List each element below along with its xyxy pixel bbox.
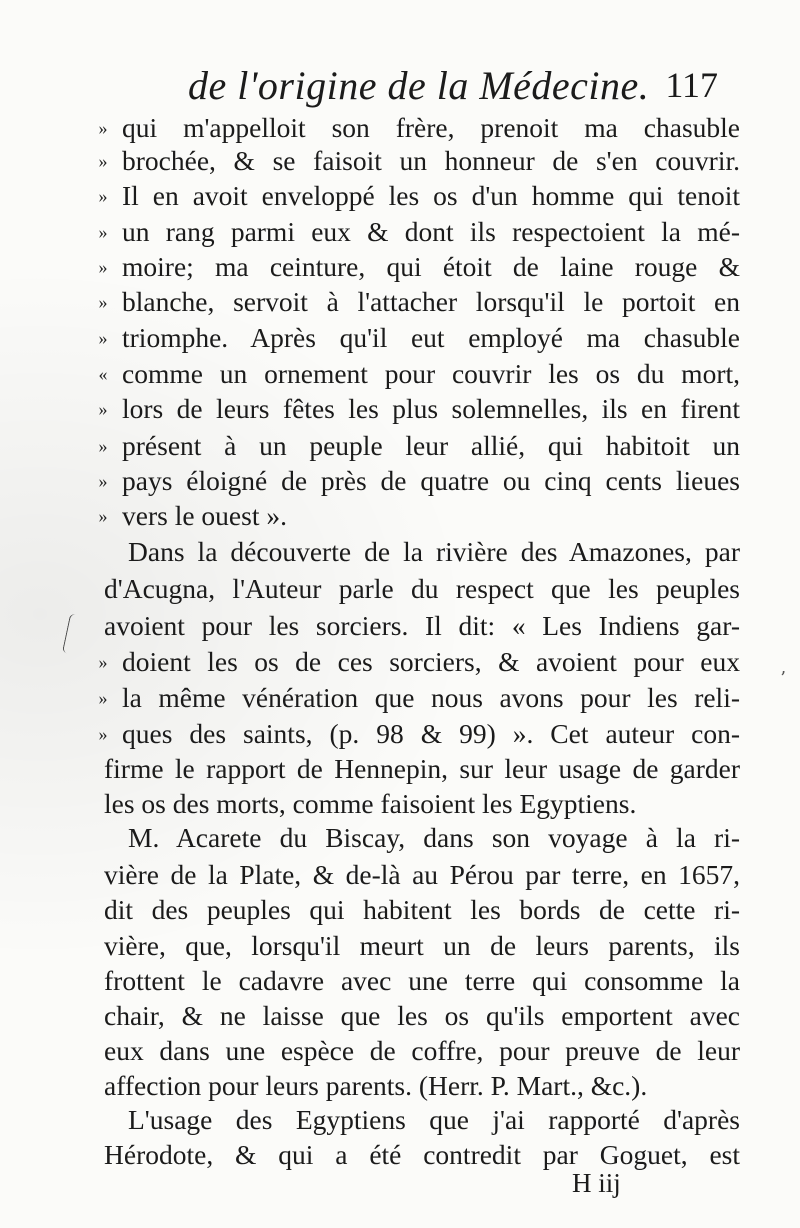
quote-mark: » [98,471,108,491]
text-line [0,646,800,682]
text-line [0,753,800,789]
line-text: affection pour leurs parents. (Herr. P. Mart., &c.). [104,1070,648,1101]
line-text: avoient pour les sorciers. Il dit: « Les Indiens gar- [104,610,740,641]
text-line [0,682,800,718]
signature-mark: H iij [572,1168,621,1198]
page-header [188,62,718,112]
quote-mark: » [98,652,108,672]
text-line [0,322,800,358]
line-text: d'Acugna, l'Auteur parle du respect que les peuples [104,573,740,604]
quote-mark: » [98,328,108,348]
quote-mark: » [98,257,108,277]
line-text: vière de la Plate, & de-là au Pérou par terre, en 1657, [104,859,740,890]
text-line [0,393,800,429]
line-text: frottent le cadavre avec une terre qui consomme la [104,965,740,996]
line-text: L'usage des Egyptiens que j'ai rapporté d'après [128,1104,740,1135]
text-line [0,718,800,754]
text-line [0,216,800,252]
text-line [0,251,800,287]
text-line [0,822,800,858]
line-text: pays éloigné de près de quatre ou cinq cents lieues [122,465,740,496]
line-text: comme un ornement pour couvrir les os du mort, [122,358,740,389]
quote-mark: » [98,118,108,138]
line-text: lors de leurs fêtes les plus solemnelles, ils en firent [122,393,740,424]
quote-mark: » [98,222,108,242]
line-text: les os des morts, comme faisoient les Egyptiens. [104,788,637,819]
line-text: un rang parmi eux & dont ils respectoient la mé- [122,216,740,247]
line-text: qui m'appelloit son frère, prenoit ma chasuble [122,112,740,143]
text-line [0,894,800,930]
quote-mark: » [98,151,108,171]
line-text: dit des peuples qui habitent les bords de cette ri- [104,894,740,925]
running-title: de l'origine de la Médecine. [188,63,650,108]
text-line [0,1104,800,1140]
line-text: vers le ouest ». [122,500,287,531]
quote-mark: » [98,436,108,456]
line-text: ques des saints, (p. 98 & 99) ». Cet auteur con- [122,718,740,749]
line-text: présent à un peuple leur allié, qui habitoit un [122,430,740,461]
text-line [0,358,800,394]
text-line [0,1139,800,1175]
line-text: moire; ma ceinture, qui étoit de laine rouge & [122,251,740,282]
quote-mark: » [98,186,108,206]
line-text: doient les os de ces sorciers, & avoient pour eux [122,646,740,677]
line-text: brochée, & se faisoit un honneur de s'en couvrir. [122,145,740,176]
line-text: M. Acarete du Biscay, dans son voyage à la ri- [128,822,740,853]
text-line [0,930,800,966]
text-line [0,536,800,572]
line-text: Dans la découverte de la rivière des Amazones, par [128,536,740,567]
text-line [0,430,800,466]
line-text: vière, que, lorsqu'il meurt un de leurs parents, ils [104,930,740,961]
text-line [0,180,800,216]
text-line [0,145,800,181]
quote-mark: » [98,292,108,312]
quote-mark: » [98,724,108,744]
line-text: eux dans une espèce de coffre, pour preuve de leur [104,1035,740,1066]
page-number: 117 [665,65,718,105]
line-text: la même vénération que nous avons pour les reli- [122,682,740,713]
line-text: triomphe. Après qu'il eut employé ma chasuble [122,322,740,353]
text-line [0,500,800,536]
line-text: Il en avoit enveloppé les os d'un homme qui tenoit [122,180,740,211]
line-text: blanche, servoit à l'attacher lorsqu'il le portoit en [122,286,740,317]
line-text: Hérodote, & qui a été contredit par Goguet, est [104,1139,740,1170]
text-line [0,788,800,824]
margin-dot: ’ [780,668,786,689]
line-text: firme le rapport de Hennepin, sur leur usage de garder [104,753,740,784]
quote-mark: » [98,506,108,526]
text-line [0,465,800,501]
line-text: chair, & ne laisse que les os qu'ils emportent avec [104,1000,740,1031]
text-line [0,1000,800,1036]
text-line [0,573,800,609]
text-line [0,1035,800,1071]
text-line [0,112,800,148]
quote-mark: « [98,364,108,384]
text-line [0,286,800,322]
quote-mark: » [98,399,108,419]
text-line [0,610,800,646]
text-line [0,1070,800,1106]
quote-mark: » [98,688,108,708]
text-line [0,859,800,895]
text-line [0,965,800,1001]
